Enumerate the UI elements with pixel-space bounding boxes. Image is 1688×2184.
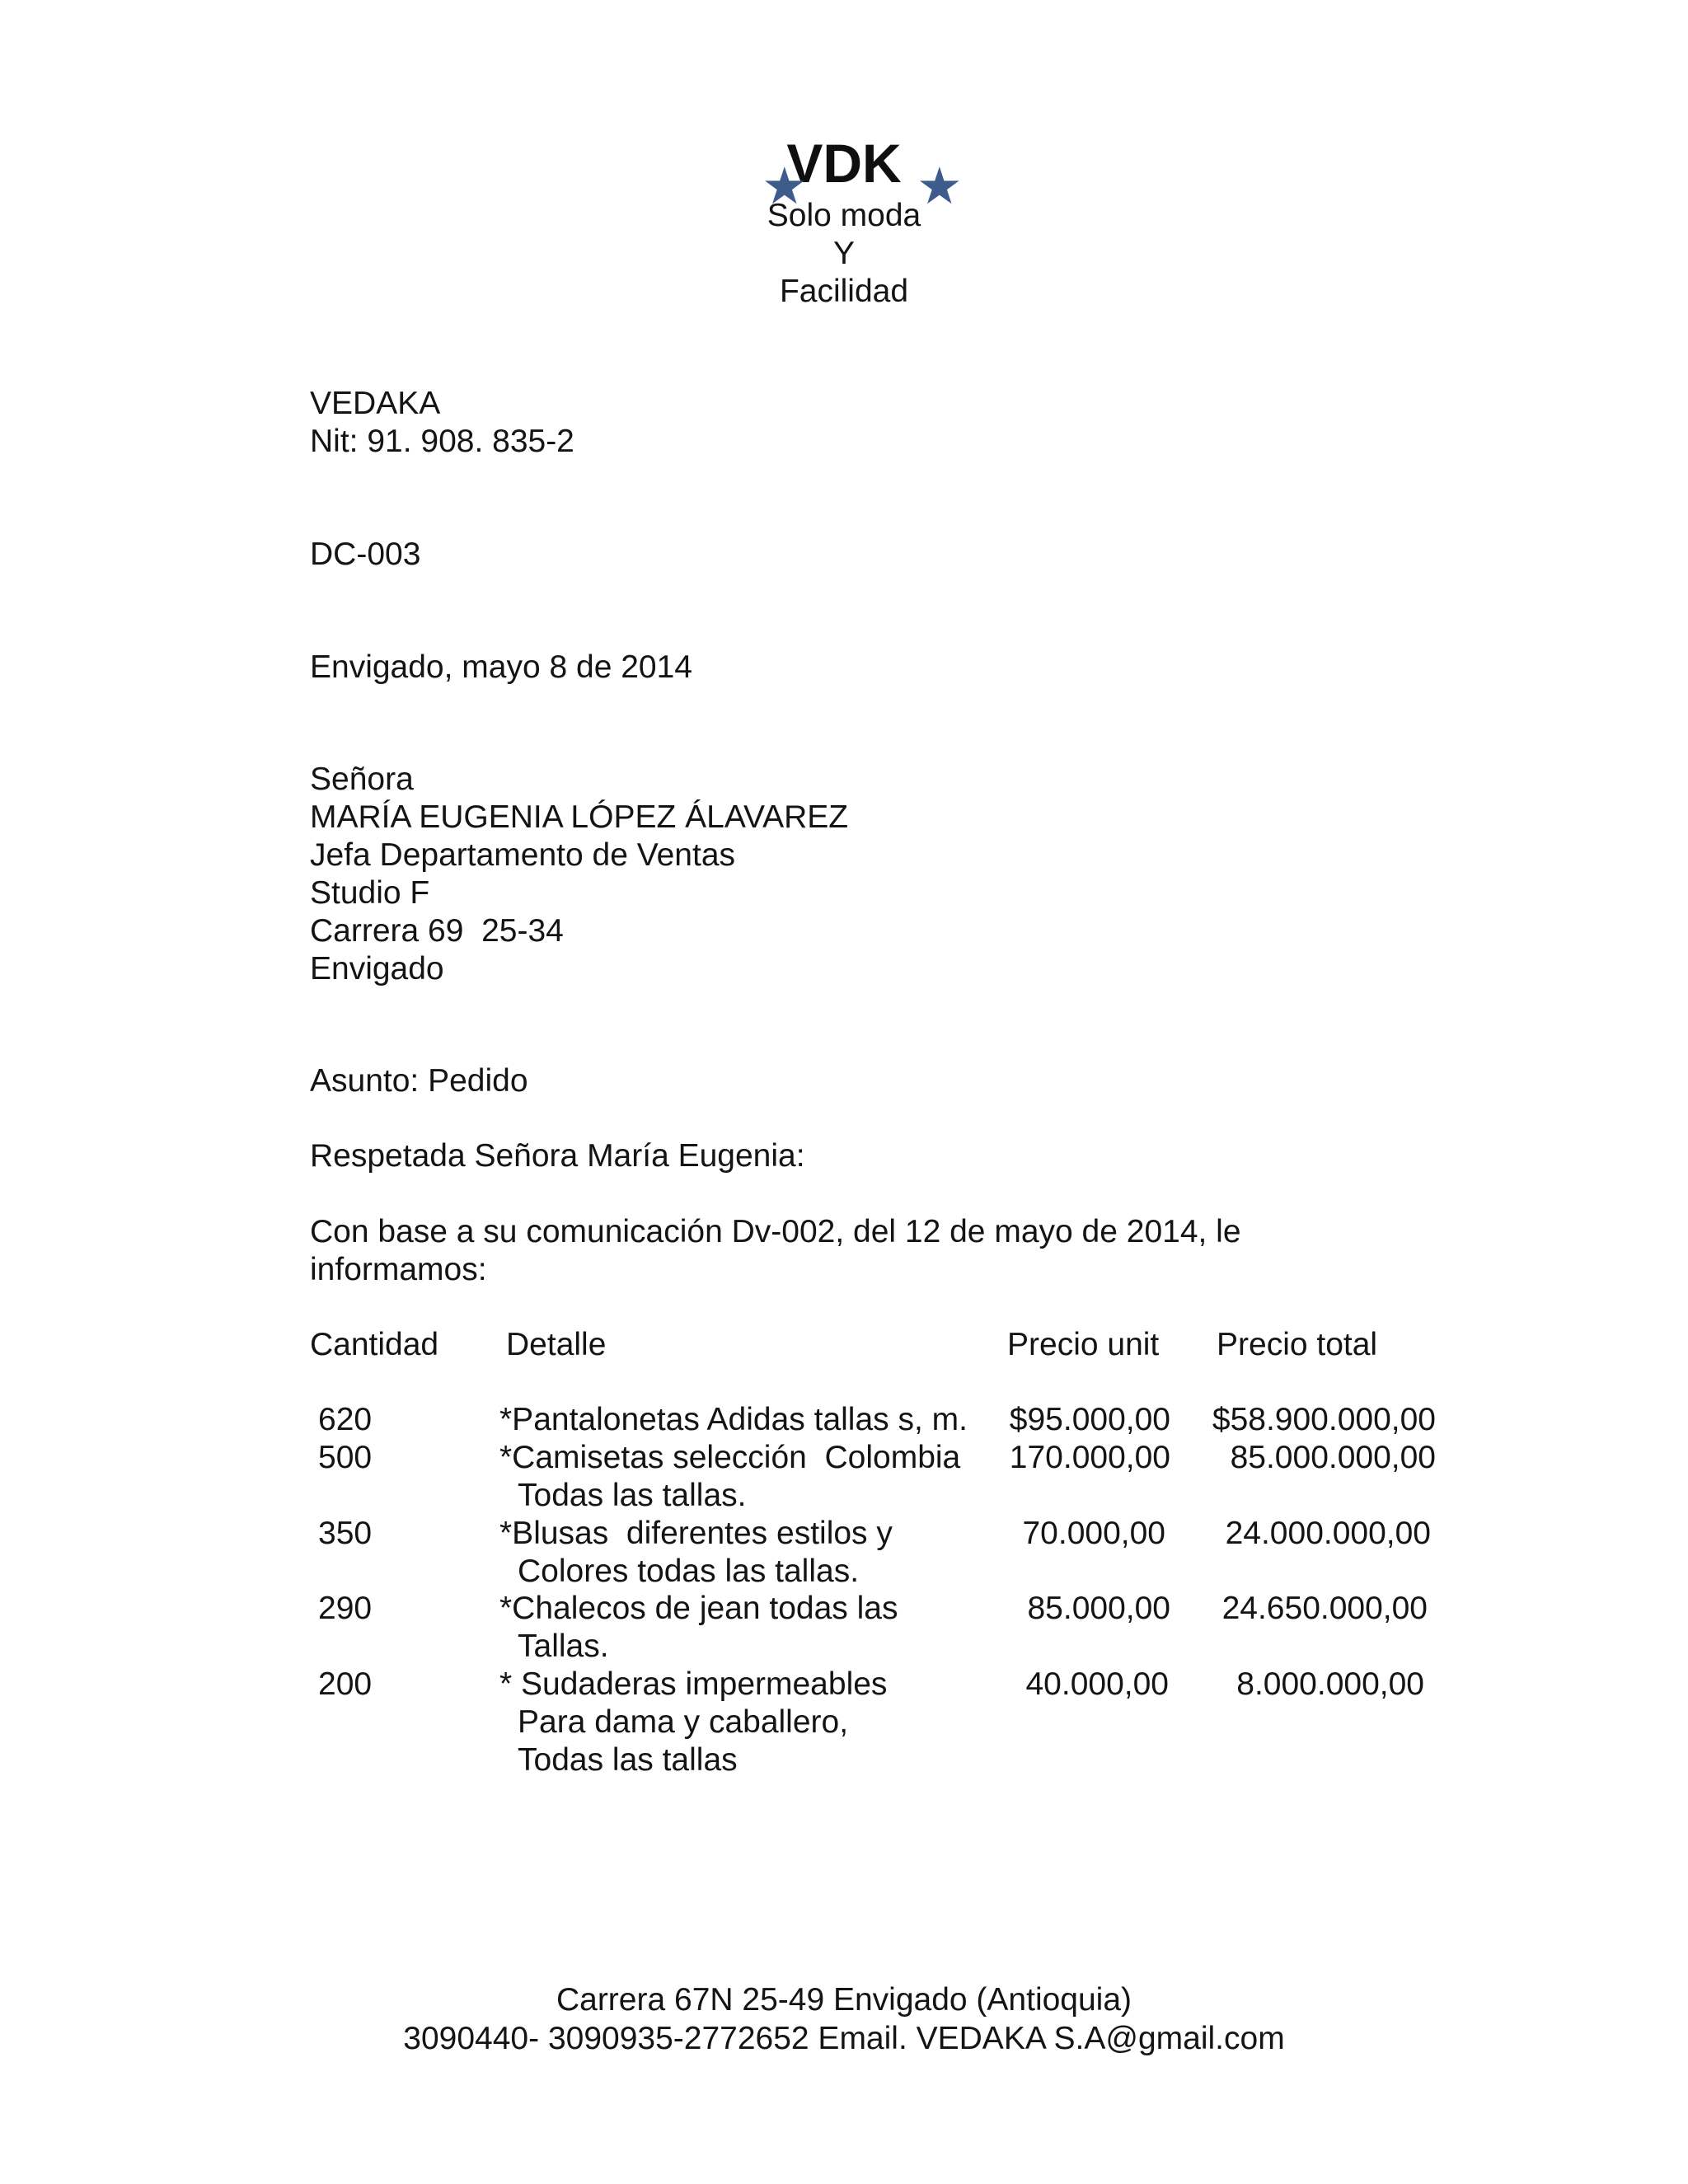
- date-line: Envigado, mayo 8 de 2014: [310, 649, 693, 685]
- table-row-2-unit-price: 170.000,00: [1009, 1440, 1170, 1475]
- table-row-3-total-price: 24.000.000,00: [1225, 1516, 1431, 1551]
- recipient-company: Studio F: [310, 875, 430, 911]
- table-row-5-unit-price: 40.000,00: [1025, 1666, 1169, 1702]
- reference-code: DC-003: [310, 537, 421, 572]
- table-header-detail: Detalle: [506, 1327, 607, 1362]
- body-line-2: informamos:: [310, 1252, 487, 1287]
- recipient-city: Envigado: [310, 951, 444, 987]
- footer-address: Carrera 67N 25-49 Envigado (Antioquia): [556, 1982, 1132, 2018]
- table-row-3-detail-line-2: Colores todas las tallas.: [518, 1554, 860, 1589]
- table-row-1-quantity: 620: [318, 1402, 373, 1437]
- sender-nit: Nit: 91. 908. 835-2: [310, 424, 574, 459]
- table-row-1-total-price: $58.900.000,00: [1212, 1402, 1436, 1437]
- table-row-4-detail-line-1: *Chalecos de jean todas las: [499, 1591, 898, 1626]
- table-row-1-detail-line-1: *Pantalonetas Adidas tallas s, m.: [499, 1402, 968, 1437]
- table-row-5-total-price: 8.000.000,00: [1236, 1666, 1424, 1702]
- table-row-2-detail-line-2: Todas las tallas.: [518, 1478, 747, 1513]
- recipient-title: Señora: [310, 762, 414, 797]
- logo-title: VDK: [786, 133, 902, 194]
- footer-contact: 3090440- 3090935-2772652 Email. VEDAKA S.A@gmail.com: [403, 2021, 1285, 2056]
- sender-company: VEDAKA: [310, 386, 441, 421]
- subject-line: Asunto: Pedido: [310, 1063, 528, 1099]
- star-icon: ★: [762, 158, 808, 215]
- table-row-3-detail-line-1: *Blusas diferentes estilos y: [499, 1516, 893, 1551]
- table-row-3-unit-price: 70.000,00: [1022, 1516, 1165, 1551]
- logo-tagline-line-2: Y: [832, 236, 855, 271]
- table-row-5-quantity: 200: [318, 1666, 373, 1702]
- recipient-address: Carrera 69 25-34: [310, 913, 564, 949]
- table-row-5-detail-line-1: * Sudaderas impermeables: [499, 1666, 888, 1702]
- table-row-5-detail-line-3: Todas las tallas: [518, 1742, 738, 1778]
- table-row-2-total-price: 85.000.000,00: [1230, 1440, 1436, 1475]
- logo-tagline-line-3: Facilidad: [779, 274, 909, 309]
- table-row-4-total-price: 24.650.000,00: [1221, 1591, 1428, 1626]
- table-header-quantity: Cantidad: [310, 1327, 439, 1362]
- logo-tagline-line-1: Solo moda: [767, 198, 921, 233]
- table-header-unit-price: Precio unit: [1007, 1327, 1160, 1362]
- table-row-4-detail-line-2: Tallas.: [518, 1629, 609, 1664]
- table-row-4-quantity: 290: [318, 1591, 373, 1626]
- star-icon: ★: [917, 158, 963, 215]
- table-row-3-quantity: 350: [318, 1516, 373, 1551]
- table-header-total-price: Precio total: [1217, 1327, 1378, 1362]
- recipient-position: Jefa Departamento de Ventas: [310, 837, 736, 873]
- table-row-5-detail-line-2: Para dama y caballero,: [518, 1704, 849, 1740]
- recipient-name: MARÍA EUGENIA LÓPEZ ÁLAVAREZ: [310, 799, 849, 835]
- table-row-2-detail-line-1: *Camisetas selección Colombia: [499, 1440, 961, 1475]
- table-row-2-quantity: 500: [318, 1440, 373, 1475]
- greeting: Respetada Señora María Eugenia:: [310, 1138, 805, 1174]
- body-line-1: Con base a su comunicación Dv-002, del 12 de mayo de 2014, le: [310, 1214, 1241, 1249]
- table-row-4-unit-price: 85.000,00: [1027, 1591, 1170, 1626]
- table-row-1-unit-price: $95.000,00: [1009, 1402, 1170, 1437]
